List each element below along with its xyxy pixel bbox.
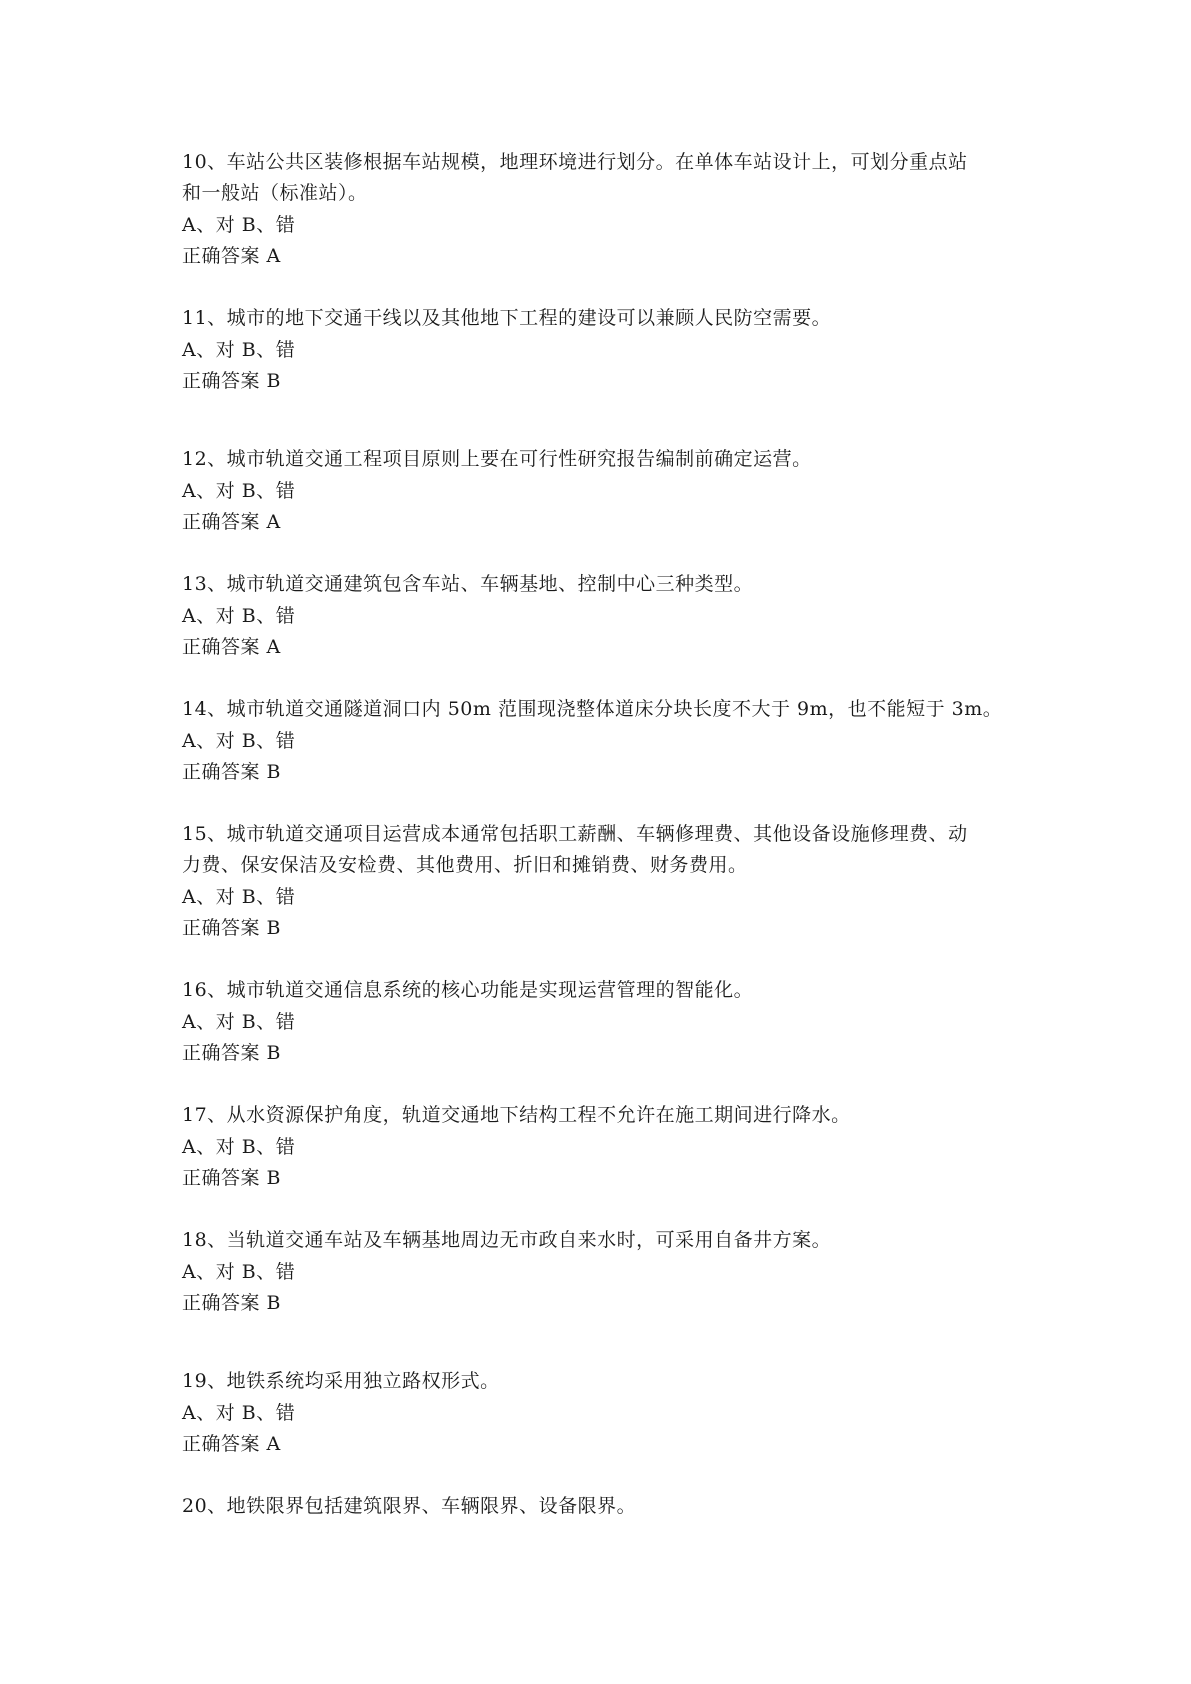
question-15-options: A、对 B、错: [182, 886, 296, 908]
question-10-options: A、对 B、错: [182, 214, 296, 236]
question-13-answer: 正确答案 A: [182, 636, 281, 658]
question-13-options: A、对 B、错: [182, 605, 296, 627]
question-12-answer: 正确答案 A: [182, 511, 281, 533]
question-11-text: 11、城市的地下交通干线以及其他地下工程的建设可以兼顾人民防空需要。: [182, 307, 832, 329]
question-16-text: 16、城市轨道交通信息系统的核心功能是实现运营管理的智能化。: [182, 979, 754, 1001]
question-14-answer: 正确答案 B: [182, 761, 282, 783]
question-15-answer: 正确答案 B: [182, 917, 282, 939]
question-15-text-line-2: 力费、保安保洁及安检费、其他费用、折旧和摊销费、财务费用。: [182, 854, 748, 876]
question-16-options: A、对 B、错: [182, 1011, 296, 1033]
question-17-options: A、对 B、错: [182, 1136, 296, 1158]
question-11-options: A、对 B、错: [182, 339, 296, 361]
question-17-text: 17、从水资源保护角度，轨道交通地下结构工程不允许在施工期间进行降水。: [182, 1104, 851, 1126]
question-13-text: 13、城市轨道交通建筑包含车站、车辆基地、控制中心三种类型。: [182, 573, 754, 595]
question-20-text: 20、地铁限界包括建筑限界、车辆限界、设备限界。: [182, 1495, 637, 1517]
question-18-options: A、对 B、错: [182, 1261, 296, 1283]
question-14-text: 14、城市轨道交通隧道洞口内 50m 范围现浇整体道床分块长度不大于 9m，也不能短于 3m。: [182, 698, 1003, 720]
question-19-answer: 正确答案 A: [182, 1433, 281, 1455]
question-18-answer: 正确答案 B: [182, 1292, 282, 1314]
question-10-text-line-2: 和一般站（标准站）。: [182, 182, 368, 204]
question-19-text: 19、地铁系统均采用独立路权形式。: [182, 1370, 500, 1392]
question-10-answer: 正确答案 A: [182, 245, 281, 267]
question-19-options: A、对 B、错: [182, 1402, 296, 1424]
question-16-answer: 正确答案 B: [182, 1042, 282, 1064]
question-12-options: A、对 B、错: [182, 480, 296, 502]
question-10-text-line-1: 10、车站公共区装修根据车站规模，地理环境进行划分。在单体车站设计上，可划分重点站: [182, 151, 968, 173]
question-11-answer: 正确答案 B: [182, 370, 282, 392]
question-14-options: A、对 B、错: [182, 730, 296, 752]
question-15-text-line-1: 15、城市轨道交通项目运营成本通常包括职工薪酬、车辆修理费、其他设备设施修理费、动: [182, 823, 968, 845]
question-18-text: 18、当轨道交通车站及车辆基地周边无市政自来水时，可采用自备井方案。: [182, 1229, 832, 1251]
question-12-text: 12、城市轨道交通工程项目原则上要在可行性研究报告编制前确定运营。: [182, 448, 812, 470]
question-17-answer: 正确答案 B: [182, 1167, 282, 1189]
